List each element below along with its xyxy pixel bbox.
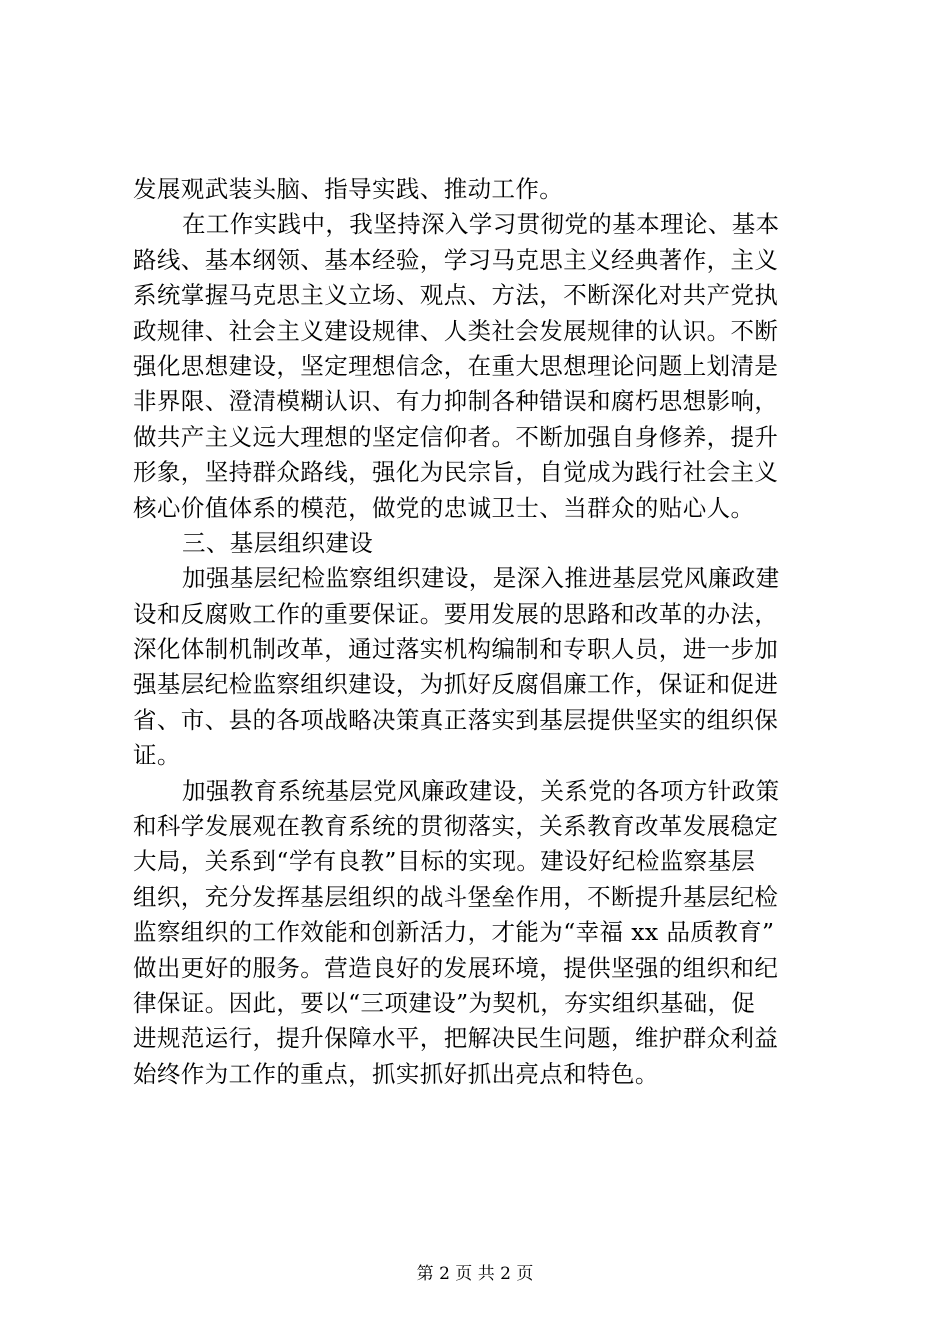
text-line: 和科学发展观在教育系统的贯彻落实，关系教育改革发展稳定: [133, 812, 779, 841]
section-heading: [133, 526, 833, 561]
paragraph-education-system: [133, 774, 833, 1093]
text-line: 强化思想建设，坚定理想信念，在重大思想理论问题上划清是: [133, 351, 779, 380]
text-line: 监察组织的工作效能和创新活力，才能为“幸福 xx 品质教育”: [133, 918, 775, 947]
text-line: 核心价值体系的模范，做党的忠诚卫士、当群众的贴心人。: [133, 493, 755, 522]
section-heading-text: 三、基层组织建设: [182, 528, 374, 557]
page-footer: [0, 1262, 950, 1286]
text-line: 证。: [133, 741, 181, 770]
text-line: 省、市、县的各项战略决策真正落实到基层提供坚实的组织保: [133, 705, 779, 734]
page-number: 第 2 页 共 2 页: [416, 1264, 534, 1284]
text-line: 进规范运行，提升保障水平，把解决民生问题，维护群众利益: [133, 1024, 779, 1053]
text-line: 路线、基本纲领、基本经验，学习马克思主义经典著作，主义: [133, 245, 779, 274]
text-line: 深化体制机制改革，通过落实机构编制和专职人员，进一步加: [133, 635, 779, 664]
text-line: 系统掌握马克思主义立场、观点、方法，不断深化对共产党执: [133, 281, 779, 310]
document-body: [133, 172, 833, 1092]
text-line: 加强基层纪检监察组织建设，是深入推进基层党风廉政建: [182, 564, 780, 593]
text-line: 设和反腐败工作的重要保证。要用发展的思路和改革的办法，: [133, 599, 779, 628]
text-line: 组织，充分发挥基层组织的战斗堡垒作用，不断提升基层纪检: [133, 882, 779, 911]
text-line: 非界限、澄清模糊认识、有力抑制各种错误和腐朽思想影响，: [133, 387, 779, 416]
paragraph-continuation: [133, 172, 833, 207]
text-line: 形象，坚持群众路线，强化为民宗旨，自觉成为践行社会主义: [133, 458, 779, 487]
text-line: 在工作实践中，我坚持深入学习贯彻党的基本理论、基本: [182, 210, 780, 239]
text-line: 做共产主义远大理想的坚定信仰者。不断加强自身修养，提升: [133, 422, 779, 451]
text-line: 做出更好的服务。营造良好的发展环境，提供坚强的组织和纪: [133, 953, 779, 982]
text-line: 大局，关系到“学有良教”目标的实现。建设好纪检监察基层: [133, 847, 756, 876]
text-line: 加强教育系统基层党风廉政建设，关系党的各项方针政策: [182, 776, 780, 805]
text-line: 强基层纪检监察组织建设，为抓好反腐倡廉工作，保证和促进: [133, 670, 779, 699]
paragraph-grassroots-organization: [133, 561, 833, 773]
text-line: 发展观武装头脑、指导实践、推动工作。: [133, 175, 564, 203]
text-line: 律保证。因此，要以“三项建设”为契机，夯实组织基础，促: [133, 988, 756, 1017]
paragraph-work-practice: [133, 207, 833, 526]
text-line: 政规律、社会主义建设规律、人类社会发展规律的认识。不断: [133, 316, 779, 345]
text-line: 始终作为工作的重点，抓实抓好抓出亮点和特色。: [133, 1059, 659, 1088]
